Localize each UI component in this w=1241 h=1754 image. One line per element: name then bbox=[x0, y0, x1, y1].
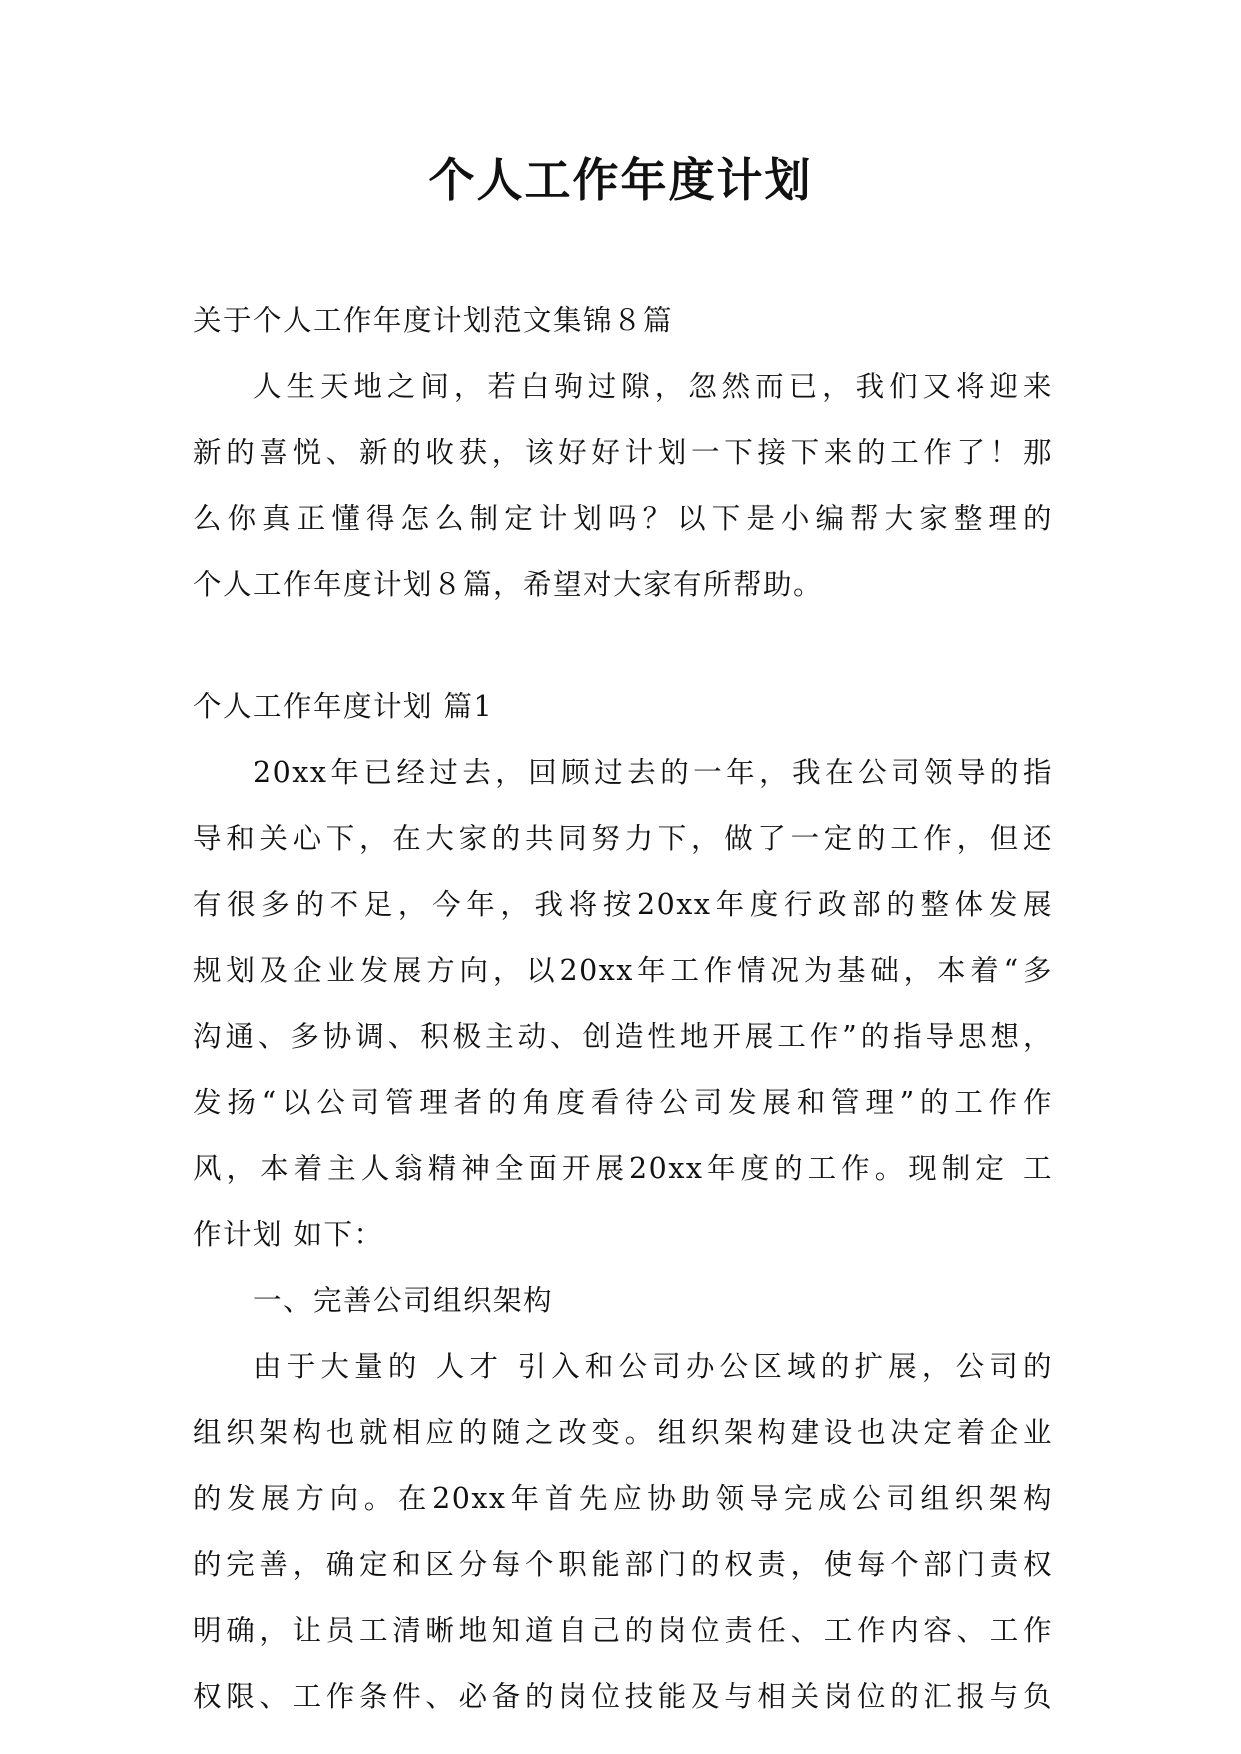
text-line: 由于大量的 人才 引入和公司办公区域的扩展，公司的 bbox=[253, 1350, 1053, 1383]
section-heading-line: 个人工作年度计划 篇1 bbox=[193, 690, 494, 723]
text-line: 作计划 如下： bbox=[193, 1218, 384, 1251]
text-line: 人生天地之间，若白驹过隙，忽然而已，我们又将迎来 bbox=[253, 370, 1053, 403]
text-line: 新的喜悦、新的收获，该好好计划一下接下来的工作了！那 bbox=[193, 436, 1053, 469]
text-line: 的发展方向。在20xx年首先应协助领导完成公司组织架构 bbox=[193, 1482, 1053, 1515]
document-body bbox=[193, 288, 1053, 1730]
text-line: 沟通、多协调、积极主动、创造性地开展工作”的指导思想， bbox=[193, 1020, 1053, 1053]
text-line: 明确，让员工清晰地知道自己的岗位责任、工作内容、工作 bbox=[193, 1614, 1053, 1647]
text-line: 权限、工作条件、必备的岗位技能及与相关岗位的汇报与负 bbox=[193, 1680, 1053, 1713]
document-title: 个人工作年度计划 bbox=[428, 153, 813, 207]
text-line: 规划及企业发展方向，以20xx年工作情况为基础，本着“多 bbox=[193, 954, 1053, 987]
text-line: 么你真正懂得怎么制定计划吗？以下是小编帮大家整理的 bbox=[193, 502, 1053, 535]
text-line: 组织架构也就相应的随之改变。组织架构建设也决定着企业 bbox=[193, 1416, 1053, 1449]
text-line: 有很多的不足，今年，我将按20xx年度行政部的整体发展 bbox=[193, 888, 1053, 921]
text-line: 一、完善公司组织架构 bbox=[253, 1284, 554, 1317]
text-line: 导和关心下，在大家的共同努力下，做了一定的工作，但还 bbox=[193, 822, 1053, 855]
text-line: 关于个人工作年度计划范文集锦８篇 bbox=[193, 304, 674, 337]
text-line: 风，本着主人翁精神全面开展20xx年度的工作。现制定 工 bbox=[193, 1152, 1053, 1185]
text-line: 个人工作年度计划８篇，希望对大家有所帮助。 bbox=[193, 568, 824, 601]
text-line: 发扬“以公司管理者的角度看待公司发展和管理”的工作作 bbox=[193, 1086, 1053, 1119]
text-line: 的完善，确定和区分每个职能部门的权责，使每个部门责权 bbox=[193, 1548, 1053, 1581]
text-line: 20xx年已经过去，回顾过去的一年，我在公司领导的指 bbox=[253, 756, 1053, 789]
